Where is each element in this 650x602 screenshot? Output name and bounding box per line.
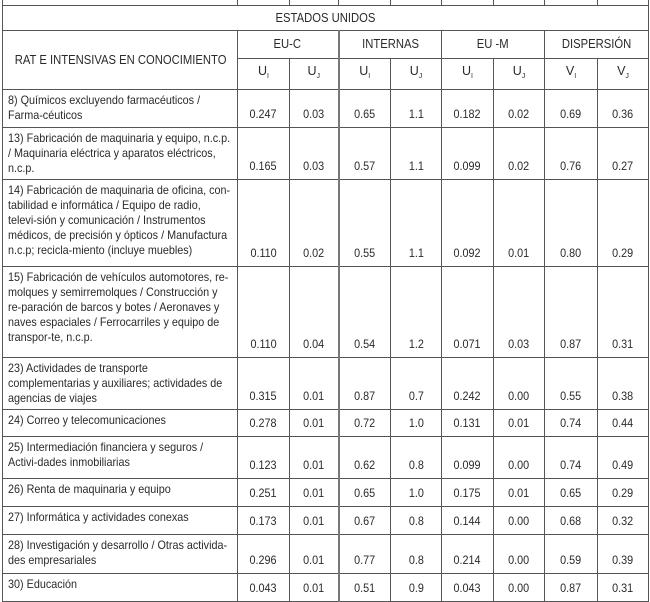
value-cell — [598, 90, 649, 128]
row-label — [3, 507, 238, 535]
sub-header-1-0 — [339, 59, 391, 90]
value-cell — [494, 535, 545, 574]
value-cell — [290, 267, 339, 358]
value-text: 0.49 — [612, 458, 634, 472]
row-label — [3, 128, 238, 180]
value-cell — [442, 128, 494, 180]
value-cell — [545, 410, 598, 437]
sub-header-symbol: U — [359, 64, 369, 78]
value-cell — [442, 507, 494, 535]
row-label-text: 28) Investigación y desarrollo / Otras activida-des empresariales — [8, 538, 228, 567]
value-cell — [238, 267, 290, 358]
value-cell — [391, 267, 442, 358]
value-cell — [545, 90, 598, 128]
value-text: 0.27 — [612, 159, 634, 173]
value-text: 0.55 — [354, 246, 376, 260]
value-cell — [545, 574, 598, 602]
value-text: 0.59 — [560, 553, 582, 567]
value-text: 0.00 — [508, 581, 530, 595]
row-label — [3, 574, 238, 602]
value-cell — [339, 535, 391, 574]
row-label-text: 30) Educación — [8, 577, 78, 591]
value-cell — [598, 507, 649, 535]
value-cell — [339, 267, 391, 358]
value-text: 0.03 — [508, 337, 530, 351]
value-cell — [238, 507, 290, 535]
value-cell — [598, 410, 649, 437]
value-cell — [391, 507, 442, 535]
value-cell — [290, 535, 339, 574]
table-row — [3, 437, 649, 479]
value-text: 0.00 — [508, 389, 530, 403]
sub-header-0-1 — [290, 59, 339, 90]
value-cell — [238, 410, 290, 437]
value-cell — [598, 267, 649, 358]
value-text: 0.7 — [408, 389, 424, 403]
value-cell — [442, 437, 494, 479]
value-text: 0.57 — [354, 159, 376, 173]
value-text: 0.165 — [249, 159, 278, 173]
value-text: 0.87 — [560, 581, 582, 595]
group-header-row — [3, 31, 649, 59]
row-header: RAT E INTENSIVAS EN CONOCIMIENTO — [3, 31, 238, 90]
value-cell — [391, 90, 442, 128]
value-text: 0.01 — [303, 514, 325, 528]
value-text: 0.39 — [612, 553, 634, 567]
value-cell — [494, 507, 545, 535]
row-label-text: 14) Fabricación de maquinaria de oficina, con-tabilidad e informática / Equipo de radio, televi-sión y comunicación / Instrumentos médicos, de precisión y ópticos / Manufactura n.c.p; recicla-miento (incluye muebles) — [8, 183, 231, 257]
value-text: 1.0 — [408, 416, 424, 430]
value-cell — [339, 410, 391, 437]
sub-header-subscript: J — [418, 73, 423, 80]
country-header: ESTADOS UNIDOS — [3, 6, 649, 31]
value-cell — [238, 358, 290, 410]
value-text: 0.110 — [250, 246, 277, 260]
value-text: 1.1 — [408, 159, 424, 173]
row-label — [3, 479, 238, 507]
value-cell — [442, 180, 494, 267]
sub-header-1-1 — [391, 59, 442, 90]
table-row — [3, 128, 649, 180]
value-cell — [494, 267, 545, 358]
value-cell — [494, 358, 545, 410]
row-label-text: 24) Correo y telecomunicaciones — [8, 413, 166, 427]
value-cell — [442, 574, 494, 602]
value-cell — [598, 437, 649, 479]
value-cell — [339, 128, 391, 180]
value-text: 0.04 — [303, 337, 325, 351]
value-text: 0.31 — [612, 581, 634, 595]
value-cell — [339, 507, 391, 535]
row-label — [3, 437, 238, 479]
group-header-eu-m: EU -M — [442, 31, 545, 59]
value-text: 0.00 — [508, 514, 530, 528]
value-text: 0.74 — [560, 458, 582, 472]
value-text: 0.65 — [354, 107, 376, 121]
value-cell — [442, 90, 494, 128]
value-cell — [238, 90, 290, 128]
value-cell — [238, 479, 290, 507]
value-cell — [494, 437, 545, 479]
sub-header-symbol: U — [307, 64, 317, 78]
value-text: 0.214 — [453, 553, 482, 567]
value-cell — [442, 479, 494, 507]
value-text: 0.296 — [249, 553, 278, 567]
value-cell — [391, 128, 442, 180]
value-text: 0.29 — [612, 486, 634, 500]
value-cell — [545, 437, 598, 479]
value-text: 0.77 — [354, 553, 376, 567]
value-cell — [598, 358, 649, 410]
value-cell — [290, 437, 339, 479]
value-cell — [391, 180, 442, 267]
value-text: 0.01 — [303, 458, 325, 472]
value-text: 0.01 — [303, 416, 325, 430]
value-text: 0.175 — [453, 486, 482, 500]
sub-header-3-1 — [598, 59, 649, 90]
value-text: 0.01 — [508, 486, 530, 500]
sub-header-subscript: I — [574, 73, 577, 80]
value-text: 0.62 — [354, 458, 376, 472]
value-text: 0.03 — [303, 107, 325, 121]
sub-header-0-0 — [238, 59, 290, 90]
value-text: 0.65 — [560, 486, 582, 500]
value-cell — [494, 410, 545, 437]
value-text: 0.68 — [560, 514, 582, 528]
value-text: 0.092 — [453, 246, 482, 260]
value-text: 0.02 — [508, 107, 530, 121]
value-text: 0.110 — [250, 337, 277, 351]
value-text: 0.38 — [612, 389, 634, 403]
sub-header-2-1 — [494, 59, 545, 90]
value-cell — [442, 267, 494, 358]
value-cell — [442, 358, 494, 410]
value-cell — [290, 128, 339, 180]
value-cell — [494, 574, 545, 602]
value-cell — [238, 128, 290, 180]
value-text: 0.29 — [612, 246, 634, 260]
row-label-text: 27) Informática y actividades conexas — [8, 510, 189, 524]
value-text: 0.51 — [354, 581, 376, 595]
sub-header-2-0 — [442, 59, 494, 90]
value-cell — [545, 180, 598, 267]
table-row — [3, 574, 649, 602]
value-text: 0.74 — [560, 416, 582, 430]
value-text: 0.123 — [249, 458, 278, 472]
value-cell — [494, 180, 545, 267]
data-table — [2, 0, 649, 602]
value-text: 0.099 — [453, 458, 482, 472]
value-text: 1.1 — [408, 107, 424, 121]
value-text: 0.00 — [508, 458, 530, 472]
value-cell — [339, 358, 391, 410]
value-cell — [494, 90, 545, 128]
row-label — [3, 90, 238, 128]
value-cell — [545, 267, 598, 358]
country-header-row — [3, 6, 649, 31]
value-cell — [290, 507, 339, 535]
value-cell — [545, 507, 598, 535]
table-row — [3, 410, 649, 437]
value-cell — [391, 437, 442, 479]
value-text: 1.1 — [408, 246, 424, 260]
value-cell — [598, 128, 649, 180]
value-cell — [290, 574, 339, 602]
sub-header-symbol: V — [565, 64, 575, 78]
table-row — [3, 507, 649, 535]
row-label-text: 25) Intermediación financiera y seguros / Activi-dades inmobiliarias — [8, 440, 204, 469]
table-row — [3, 535, 649, 574]
value-text: 0.099 — [453, 159, 482, 173]
sub-header-subscript: J — [316, 73, 321, 80]
value-cell — [494, 128, 545, 180]
value-text: 0.31 — [612, 337, 634, 351]
value-text: 0.01 — [508, 416, 530, 430]
value-text: 0.182 — [453, 107, 482, 121]
row-label — [3, 358, 238, 410]
sub-header-symbol: U — [462, 64, 472, 78]
value-text: 0.36 — [612, 107, 634, 121]
sub-header-symbol: U — [512, 64, 522, 78]
value-cell — [339, 479, 391, 507]
value-cell — [290, 180, 339, 267]
table-row — [3, 479, 649, 507]
value-cell — [238, 535, 290, 574]
value-text: 0.9 — [408, 581, 424, 595]
row-label-text: 8) Químicos excluyendo farmacéuticos / Farma-céuticos — [8, 93, 201, 122]
sub-header-subscript: I — [471, 73, 473, 80]
value-text: 0.01 — [303, 486, 325, 500]
value-cell — [339, 90, 391, 128]
value-text: 1.2 — [408, 337, 424, 351]
value-text: 0.043 — [249, 581, 278, 595]
value-text: 0.03 — [303, 159, 325, 173]
row-label-text: 26) Renta de maquinaria y equipo — [8, 482, 171, 496]
value-cell — [598, 574, 649, 602]
value-cell — [598, 535, 649, 574]
value-text: 0.72 — [354, 416, 376, 430]
value-text: 0.65 — [354, 486, 376, 500]
row-label-text: 15) Fabricación de vehículos automotores, re-molques y semirremolques / Construcción y re-paración de barcos y botes / Aeronaves y naves espaciales / Ferrocarriles y equipo de transpor-te, n.c.p. — [8, 270, 229, 344]
value-cell — [290, 410, 339, 437]
row-label-text: 13) Fabricación de maquinaria y equipo, n.c.p. / Maquinaria eléctrica y aparatos eléctricos, n.c.p. — [8, 131, 231, 175]
row-label — [3, 410, 238, 437]
value-cell — [238, 180, 290, 267]
group-header-dispersion: DISPERSIÓN — [545, 31, 649, 59]
value-text: 0.55 — [560, 389, 582, 403]
value-cell — [238, 437, 290, 479]
value-text: 0.247 — [249, 107, 278, 121]
value-text: 0.01 — [508, 246, 530, 260]
value-cell — [290, 90, 339, 128]
value-cell — [391, 574, 442, 602]
value-cell — [545, 358, 598, 410]
value-text: 0.144 — [453, 514, 482, 528]
value-cell — [339, 574, 391, 602]
value-cell — [238, 574, 290, 602]
value-text: 0.071 — [453, 337, 482, 351]
value-cell — [545, 128, 598, 180]
value-text: 0.87 — [560, 337, 582, 351]
value-cell — [290, 479, 339, 507]
value-cell — [391, 358, 442, 410]
value-text: 0.01 — [303, 553, 325, 567]
row-label — [3, 267, 238, 358]
value-text: 0.043 — [453, 581, 482, 595]
value-text: 0.02 — [303, 246, 325, 260]
value-cell — [598, 479, 649, 507]
value-text: 0.02 — [508, 159, 530, 173]
value-text: 0.01 — [303, 581, 325, 595]
value-cell — [391, 535, 442, 574]
sub-header-symbol: U — [258, 64, 268, 78]
value-text: 0.242 — [453, 389, 482, 403]
value-cell — [545, 535, 598, 574]
value-text: 0.251 — [249, 486, 278, 500]
value-cell — [339, 437, 391, 479]
value-text: 0.80 — [560, 246, 582, 260]
value-cell — [290, 358, 339, 410]
data-table-container — [2, 0, 648, 602]
value-text: 0.76 — [560, 159, 582, 173]
value-text: 0.87 — [354, 389, 376, 403]
value-text: 0.8 — [408, 553, 424, 567]
value-text: 0.54 — [354, 337, 376, 351]
value-text: 0.32 — [612, 514, 634, 528]
row-label — [3, 535, 238, 574]
table-row — [3, 358, 649, 410]
group-header-eu-c: EU-C — [238, 31, 339, 59]
value-text: 0.67 — [354, 514, 376, 528]
sub-header-symbol: V — [617, 64, 626, 78]
value-text: 0.278 — [249, 416, 278, 430]
sub-header-subscript: I — [368, 73, 371, 80]
value-cell — [545, 479, 598, 507]
value-cell — [442, 535, 494, 574]
table-row — [3, 180, 649, 267]
value-text: 0.8 — [408, 458, 424, 472]
value-text: 0.44 — [612, 416, 634, 430]
value-cell — [391, 410, 442, 437]
group-header-internas: INTERNAS — [339, 31, 442, 59]
sub-header-3-0 — [545, 59, 598, 90]
value-text: 0.69 — [560, 107, 582, 121]
value-text: 0.00 — [508, 553, 530, 567]
sub-header-subscript: J — [625, 73, 629, 80]
value-cell — [598, 180, 649, 267]
row-label-text: 23) Actividades de transporte complementarias y auxiliares; actividades de agencias de viajes — [8, 361, 223, 405]
value-text: 0.01 — [303, 389, 325, 403]
value-cell — [339, 180, 391, 267]
row-label — [3, 180, 238, 267]
value-text: 1.0 — [408, 486, 424, 500]
value-cell — [494, 479, 545, 507]
value-text: 0.173 — [249, 514, 278, 528]
value-cell — [391, 479, 442, 507]
value-text: 0.131 — [453, 416, 482, 430]
table-row — [3, 90, 649, 128]
value-cell — [442, 410, 494, 437]
sub-header-subscript: I — [267, 73, 269, 80]
table-row — [3, 267, 649, 358]
value-text: 0.8 — [408, 514, 424, 528]
sub-header-subscript: J — [521, 73, 526, 80]
value-text: 0.315 — [249, 389, 278, 403]
sub-header-symbol: U — [409, 64, 419, 78]
